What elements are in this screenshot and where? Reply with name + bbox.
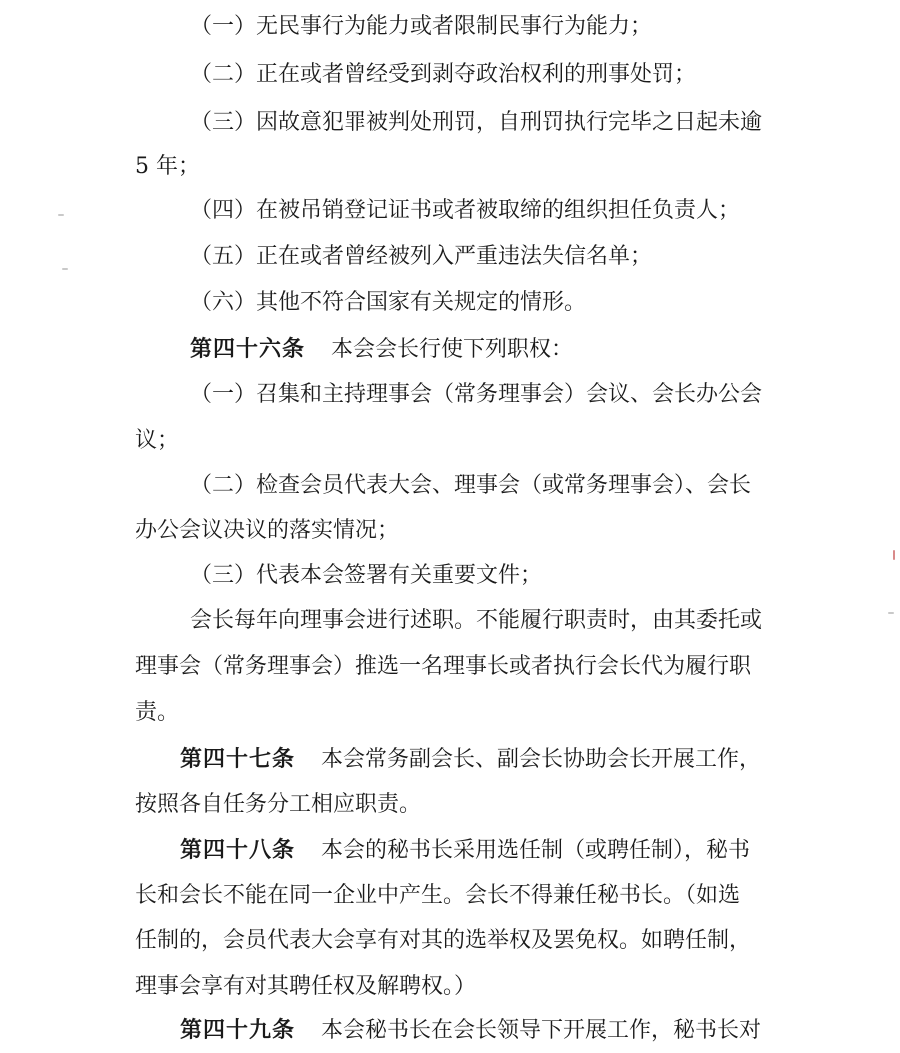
- article-heading: 第四十九条: [180, 1018, 296, 1043]
- text-line: 理事会（常务理事会）推选一名理事长或者执行会长代为履行职: [135, 654, 752, 679]
- text-line: （三）因故意犯罪被判处刑罚，自刑罚执行完毕之日起未逾: [190, 110, 763, 135]
- text-line: （六）其他不符合国家有关规定的情形。: [190, 290, 587, 315]
- text-line: （一）无民事行为能力或者限制民事行为能力；: [190, 14, 653, 39]
- article-line: [180, 836, 750, 866]
- scan-speck: [62, 268, 68, 270]
- text-line: 议；: [135, 428, 180, 453]
- text-line: 责。: [135, 700, 180, 725]
- article-line: [180, 1016, 761, 1046]
- text-line: （二）检查会员代表大会、理事会（或常务理事会）、会长: [190, 473, 752, 498]
- text-line: 5 年；: [135, 154, 200, 179]
- scan-speck: [58, 214, 64, 216]
- text-line: （四）在被吊销登记证书或者被取缔的组织担任负责人；: [190, 198, 741, 223]
- article-line: [190, 335, 573, 365]
- article-heading: 第四十七条: [180, 747, 296, 772]
- article-text: 本会秘书长在会长领导下开展工作，秘书长对: [321, 1018, 762, 1043]
- article-text: 本会常务副会长、副会长协助会长开展工作，: [321, 747, 762, 772]
- article-heading: 第四十八条: [180, 838, 296, 863]
- text-line: （二）正在或者曾经受到剥夺政治权利的刑事处罚；: [190, 62, 697, 87]
- text-line: （五）正在或者曾经被列入严重违法失信名单；: [190, 244, 653, 269]
- text-line: 理事会享有对其聘任权及解聘权。）: [135, 974, 477, 999]
- article-line: [180, 745, 761, 775]
- scan-speck: [888, 612, 894, 614]
- scan-speck: [893, 550, 895, 560]
- text-line: （一）召集和主持理事会（常务理事会）会议、会长办公会: [190, 382, 763, 407]
- text-line: 会长每年向理事会进行述职。不能履行职责时，由其委托或: [190, 608, 763, 633]
- text-line: 任制的，会员代表大会享有对其的选举权及罢免权。如聘任制，: [135, 928, 752, 953]
- text-line: 长和会长不能在同一企业中产生。会长不得兼任秘书长。（如选: [135, 883, 741, 908]
- article-text: 本会会长行使下列职权：: [331, 337, 574, 362]
- text-line: 按照各自任务分工相应职责。: [135, 792, 422, 817]
- text-line: 办公会议决议的落实情况；: [135, 518, 400, 543]
- article-text: 本会的秘书长采用选任制（或聘任制），秘书: [321, 838, 751, 863]
- text-line: （三）代表本会签署有关重要文件；: [190, 563, 543, 588]
- article-heading: 第四十六条: [190, 337, 306, 362]
